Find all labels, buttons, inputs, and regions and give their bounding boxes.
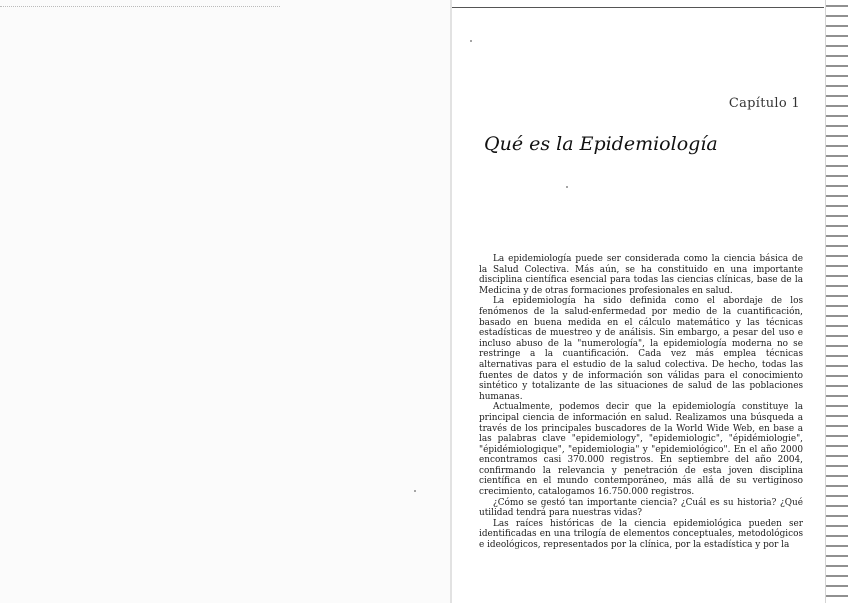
left-page-top-edge [0, 6, 280, 8]
page-gutter [450, 0, 452, 603]
chapter-title: Qué es la Epidemiología [484, 133, 718, 155]
paragraph: La epidemiología ha sido definida como el abordaje de los fenómenos de la salud-enfermedad por medio de la cuantificación, basado en buena medida en el cálculo matemático y las técnicas estadísticas de muestreo y de análisis. Sin embargo, a pesar del uso e incluso abuso de la "numerología", la epidemiología moderna no se restringe a la cuantificación. Cada vez más emplea técnicas alternativas para el estudio de la salud colectiva. De hecho, todas las fuentes de datos y de información son válidas para el conocimiento sintético y totalizante de las situaciones de salud de las poblaciones humanas. [479, 296, 803, 402]
scan-speck [566, 186, 568, 188]
scan-speck [414, 490, 416, 492]
body-text [479, 254, 803, 551]
paragraph: Las raíces históricas de la ciencia epidemiológica pueden ser identificadas en una trilogía de elementos conceptuales, metodológicos e ideológicos, representados por la clínica, por la estadística y por la [479, 518, 803, 551]
top-rule [452, 7, 824, 8]
chapter-label: Capítulo 1 [728, 96, 800, 111]
spiral-binding [826, 0, 848, 603]
paragraph: La epidemiología puede ser considerada como la ciencia básica de la Salud Colectiva. Más aún, se ha constituido en una importante disciplina científica esencial para todas las ciencias clínicas, base de la Medicina y de otras formaciones profesionales en salud. [479, 254, 803, 296]
paragraph: ¿Cómo se gestó tan importante ciencia? ¿Cuál es su historia? ¿Qué utilidad tendrá para nuestras vidas? [479, 497, 803, 519]
scan-speck [470, 40, 472, 42]
paragraph: Actualmente, podemos decir que la epidemiología constituye la principal ciencia de información en salud. Realizamos una búsqueda a través de los principales buscadores de la World Wide Web, en base a las palabras clave "epidemiology", "epidemiologic", "épidémiologie", "épidémiologique", "epidemiologia" y "epidemiológico". En el año 2000 encontramos casi 370.000 registros. En septiembre del año 2004, confirmando la relevancia y penetración de esta joven disciplina científica en el mundo contemporáneo, más allá de su vertiginoso crecimiento, catalogamos 16.750.000 registros. [479, 402, 803, 498]
